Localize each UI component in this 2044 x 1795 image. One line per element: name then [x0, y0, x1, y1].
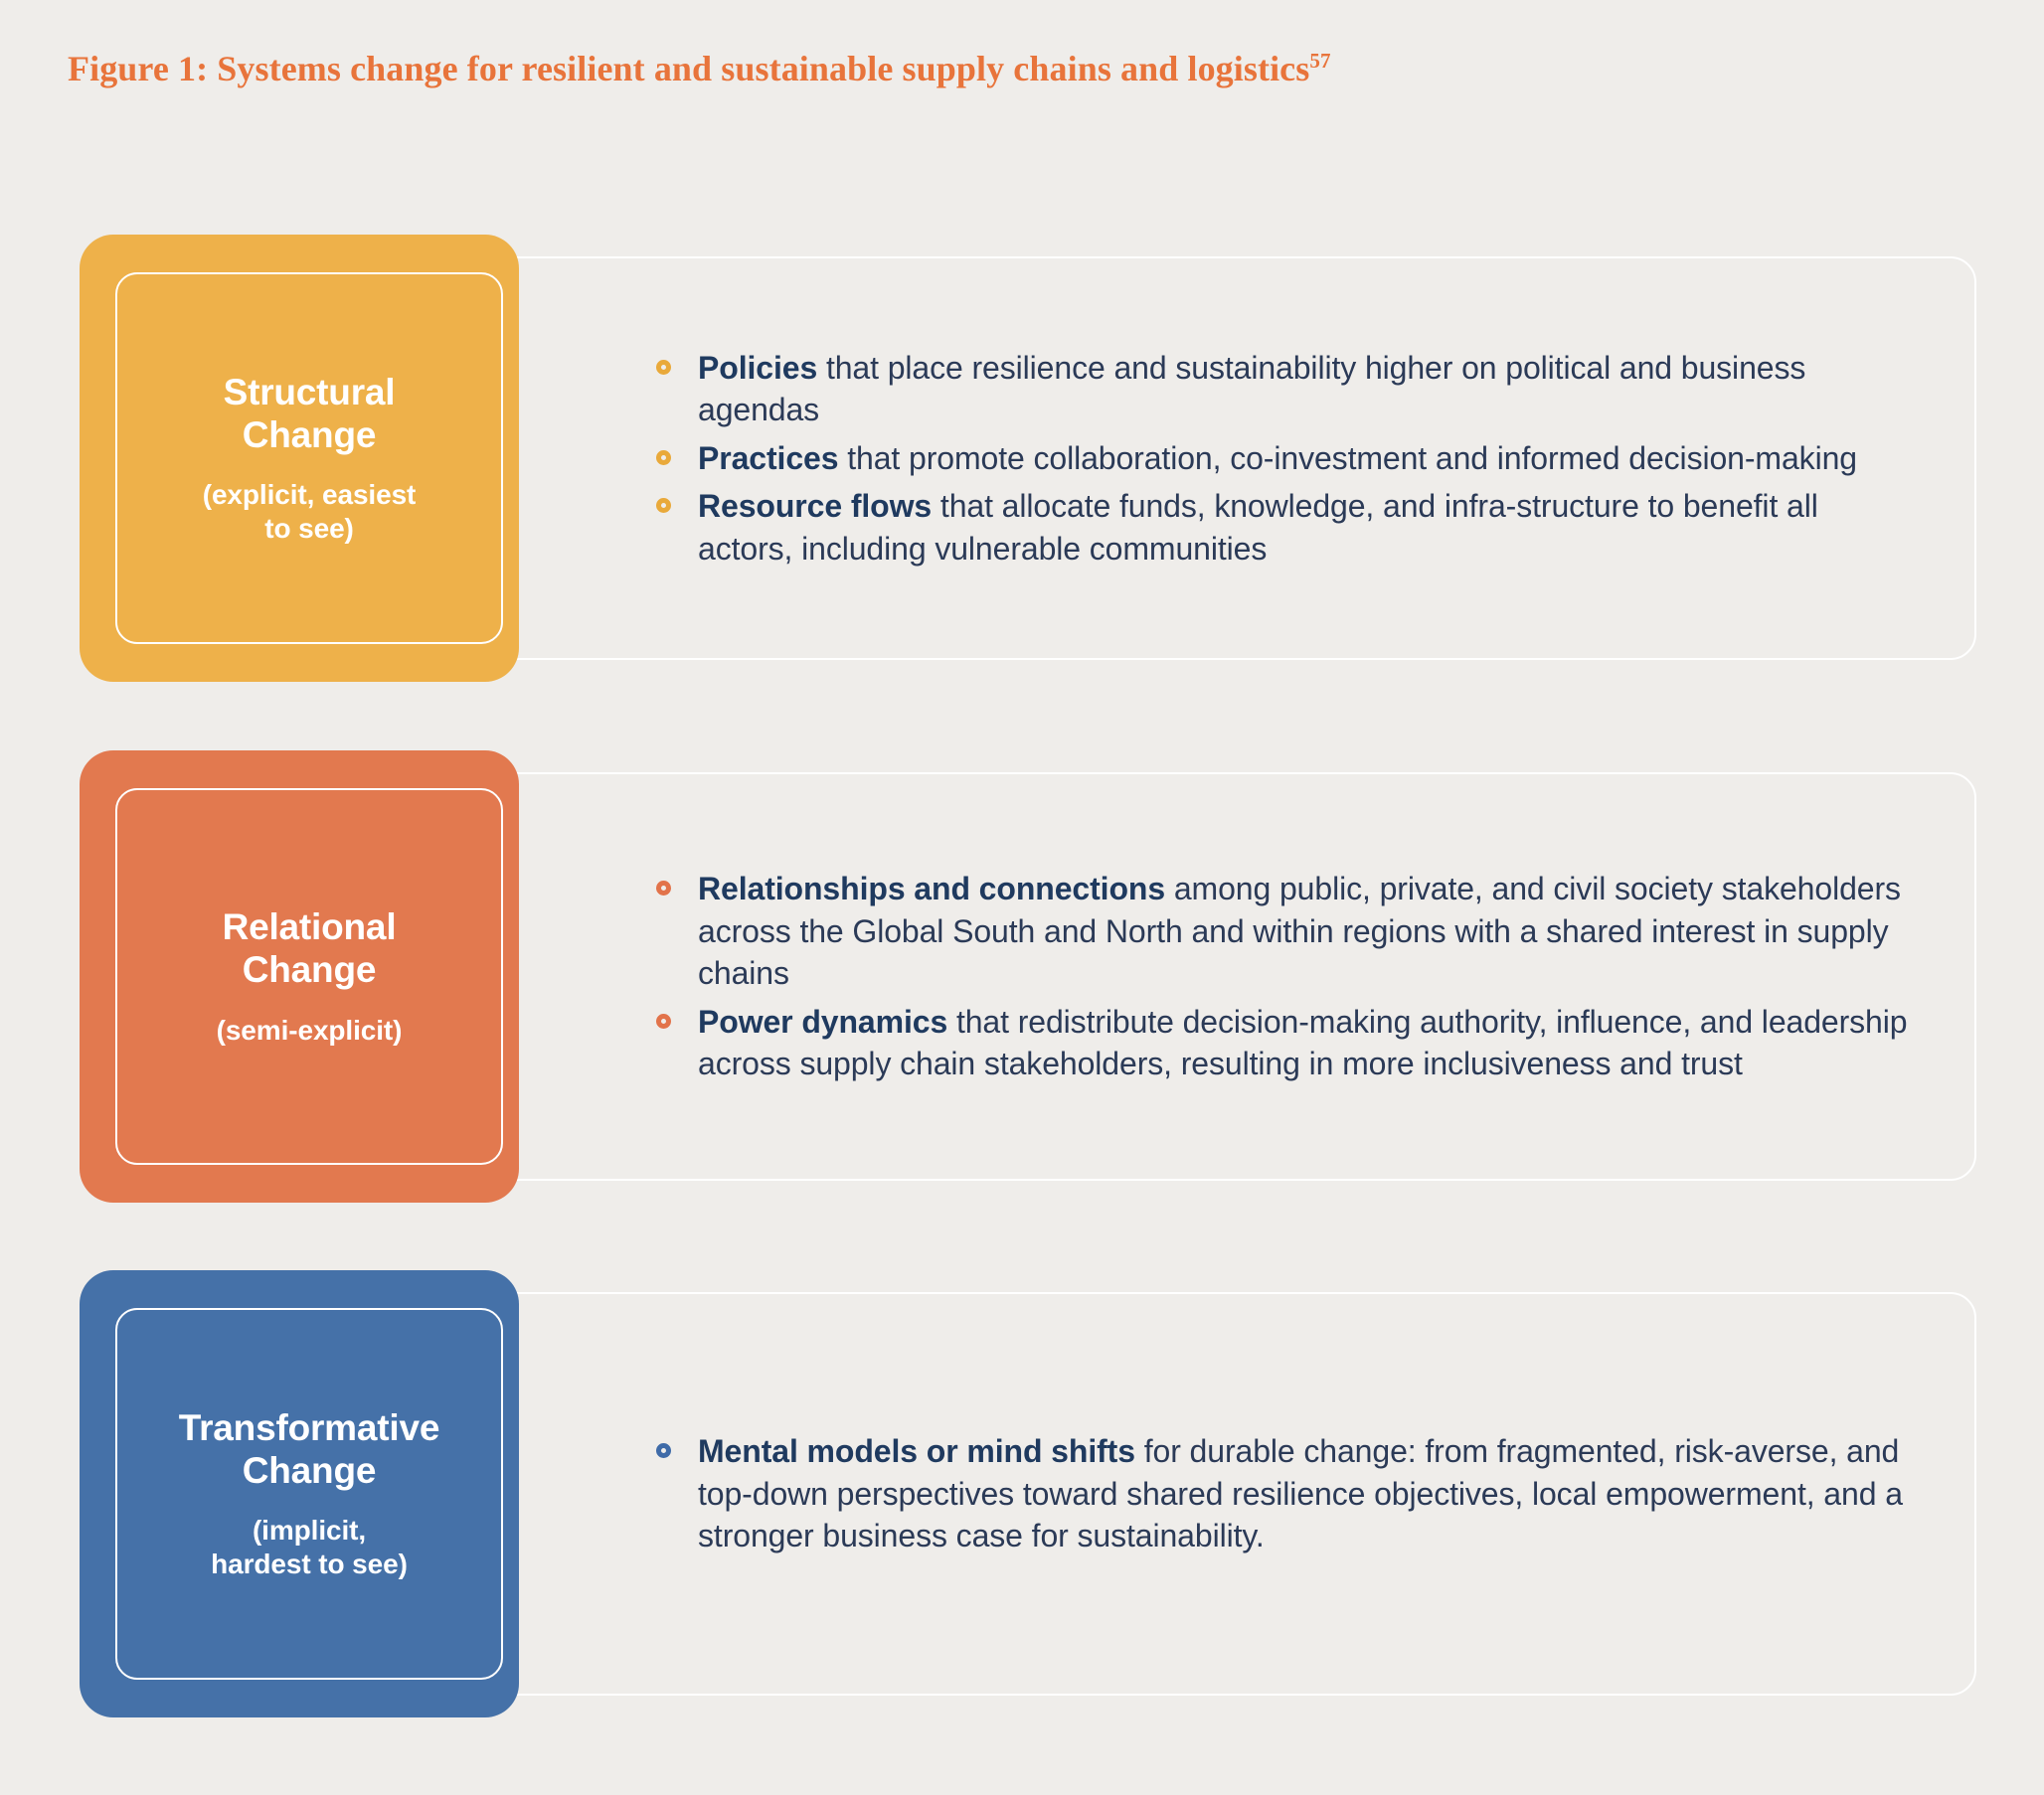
list-item	[656, 437, 1917, 480]
label-title	[224, 371, 396, 457]
list-item-lead: Relationships and connections	[698, 871, 1166, 907]
footnote-reference: 57	[1309, 49, 1331, 73]
list-item-lead: Policies	[698, 349, 818, 386]
label-title-line-1: Structural	[223, 371, 396, 412]
list-item-lead: Resource flows	[698, 488, 933, 525]
bullet-circle-icon	[656, 1014, 671, 1029]
list-item-text: that allocate funds, knowledge, and infra-structure to benefit all actors, including vulnerable communities	[698, 488, 1818, 567]
bullet-circle-icon	[656, 360, 671, 375]
label-block-transformative	[80, 1270, 519, 1717]
label-subtitle	[211, 1514, 408, 1581]
label-title-line-2: Change	[242, 949, 377, 991]
list-item-lead: Mental models or mind shifts	[698, 1433, 1135, 1470]
bullet-circle-icon	[656, 450, 671, 465]
label-title-line-1: Transformative	[178, 1406, 440, 1448]
label-subtitle-line-2: hardest to see)	[211, 1549, 408, 1580]
label-block-relational	[80, 750, 519, 1203]
list-item	[656, 1430, 1917, 1557]
label-subtitle-line-2: to see)	[264, 513, 354, 545]
label-title-line-2: Change	[242, 413, 377, 455]
figure-title-text: Figure 1: Systems change for resilient and sustainable supply chains and logistics	[68, 49, 1310, 88]
list-item	[656, 868, 1917, 995]
label-title-line-2: Change	[242, 1449, 377, 1491]
label-title	[179, 1406, 439, 1493]
label-block-structural	[80, 235, 519, 682]
list-item-text: that place resilience and sustainability higher on political and business agendas	[698, 349, 1806, 428]
label-subtitle-line-1: (explicit, easiest	[202, 479, 417, 511]
list-item	[656, 485, 1917, 570]
label-title-line-1: Relational	[222, 906, 397, 948]
list-item-text: that promote collaboration, co-investment and informed decision-making	[838, 439, 1857, 476]
label-inner	[115, 272, 503, 644]
row-transformative-change	[80, 1270, 1976, 1717]
row-structural-change	[80, 235, 1976, 682]
label-subtitle	[203, 478, 417, 546]
bullet-list	[656, 1270, 1917, 1717]
list-item-lead: Practices	[698, 439, 839, 476]
list-item-text: for durable change: from fragmented, risk-averse, and top-down perspectives toward shared resilience objectives, local empowerment, and a stronger business case for sustainability.	[698, 1433, 1903, 1554]
list-item-lead: Power dynamics	[698, 1003, 948, 1040]
bullet-circle-icon	[656, 1443, 671, 1458]
label-subtitle	[217, 1014, 403, 1048]
bullet-circle-icon	[656, 881, 671, 896]
list-item-text: among public, private, and civil society stakeholders across the Global South and North and within regions with a shared interest in supply chains	[698, 871, 1901, 992]
label-inner	[115, 1308, 503, 1680]
label-subtitle-line-1: (semi-explicit)	[216, 1014, 403, 1046]
list-item	[656, 347, 1917, 431]
row-relational-change	[80, 750, 1976, 1203]
bullet-list	[656, 235, 1917, 682]
page-title	[68, 48, 1331, 89]
label-inner	[115, 788, 503, 1165]
label-subtitle-line-1: (implicit,	[252, 1515, 367, 1547]
bullet-circle-icon	[656, 498, 671, 513]
bullet-list	[656, 750, 1917, 1203]
list-item	[656, 1001, 1917, 1085]
list-item-text: that redistribute decision-making authority, influence, and leadership across supply chain stakeholders, resulting in more inclusiveness and trust	[698, 1003, 1908, 1082]
label-title	[223, 905, 397, 992]
